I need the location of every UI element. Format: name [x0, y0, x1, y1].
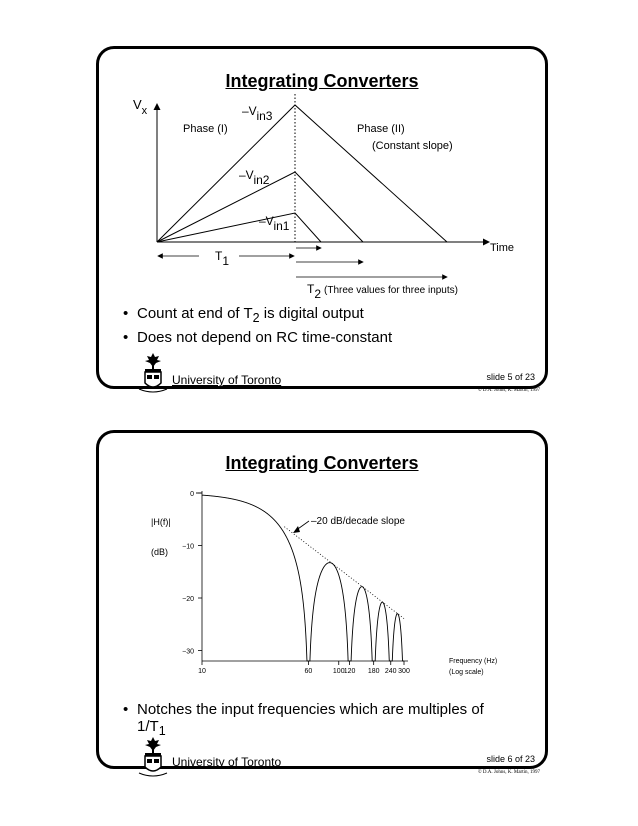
- x-tick-label: 100: [332, 668, 345, 675]
- slope-annotation: –20 dB/decade slope: [311, 516, 405, 527]
- t1-label: T1: [215, 249, 230, 268]
- x-axis-scale-note: (Log scale): [449, 669, 484, 676]
- footer-university: University of Toronto: [172, 373, 282, 387]
- vin1-label: –Vin1: [259, 214, 290, 233]
- x-tick-label: 300: [398, 668, 410, 675]
- copyright: © D.A. Johns, K. Martin, 1997: [477, 770, 540, 775]
- y-axis-label: |H(f)|: [151, 517, 171, 527]
- y-tick-label: −10: [182, 543, 194, 551]
- slide-number: slide 6 of 23: [486, 754, 535, 764]
- footer-university: University of Toronto: [172, 755, 282, 769]
- y-axis-unit: (dB): [151, 547, 169, 557]
- phase-2-note: (Constant slope): [372, 140, 453, 152]
- vin3-label: –Vin3: [242, 104, 273, 123]
- frequency-response-chart: [99, 433, 545, 683]
- bullet-item: • Does not depend on RC time-constant: [123, 329, 393, 346]
- x-axis-label: Frequency (Hz): [449, 658, 498, 665]
- vin2-label: –Vin2: [239, 168, 270, 187]
- x-tick-label: 240: [384, 668, 397, 675]
- bullet-item: • Notches the input frequencies which are multiples of $1/T_1$: [123, 701, 484, 738]
- y-tick-label: 0: [190, 491, 194, 498]
- y-tick-label: −30: [182, 648, 194, 656]
- y-tick-label: −20: [182, 596, 194, 603]
- t2-label: T2 $^{(Three values for three inputs)}$: [307, 282, 458, 299]
- annotation-arrowhead: [293, 526, 300, 533]
- x-tick-label: 120: [343, 668, 356, 675]
- integration-waveform-diagram: [99, 49, 545, 299]
- x-tick-label: 60: [304, 668, 313, 675]
- slide-number: slide 5 of 23: [486, 372, 535, 382]
- x-tick-label: 10: [198, 668, 206, 675]
- x-tick-label: 180: [367, 668, 380, 675]
- phase-1-label: Phase (I): [183, 123, 228, 135]
- slide-6: [96, 430, 548, 769]
- university-crest-logo: [137, 351, 169, 399]
- slide-title: Integrating Converters: [225, 71, 419, 91]
- bullet-item: • Count at end of $T_2$ is digital output: [123, 305, 364, 325]
- slide-title: Integrating Converters: [225, 453, 419, 473]
- x-axis-label: Time: [490, 242, 515, 254]
- phase-2-label: Phase (II): [357, 123, 405, 135]
- slide-5: [96, 46, 548, 389]
- copyright: © D.A. Johns, K. Martin, 1997: [477, 388, 540, 393]
- y-axis-label: $V_x$: [133, 97, 148, 117]
- university-crest-logo: [137, 735, 169, 783]
